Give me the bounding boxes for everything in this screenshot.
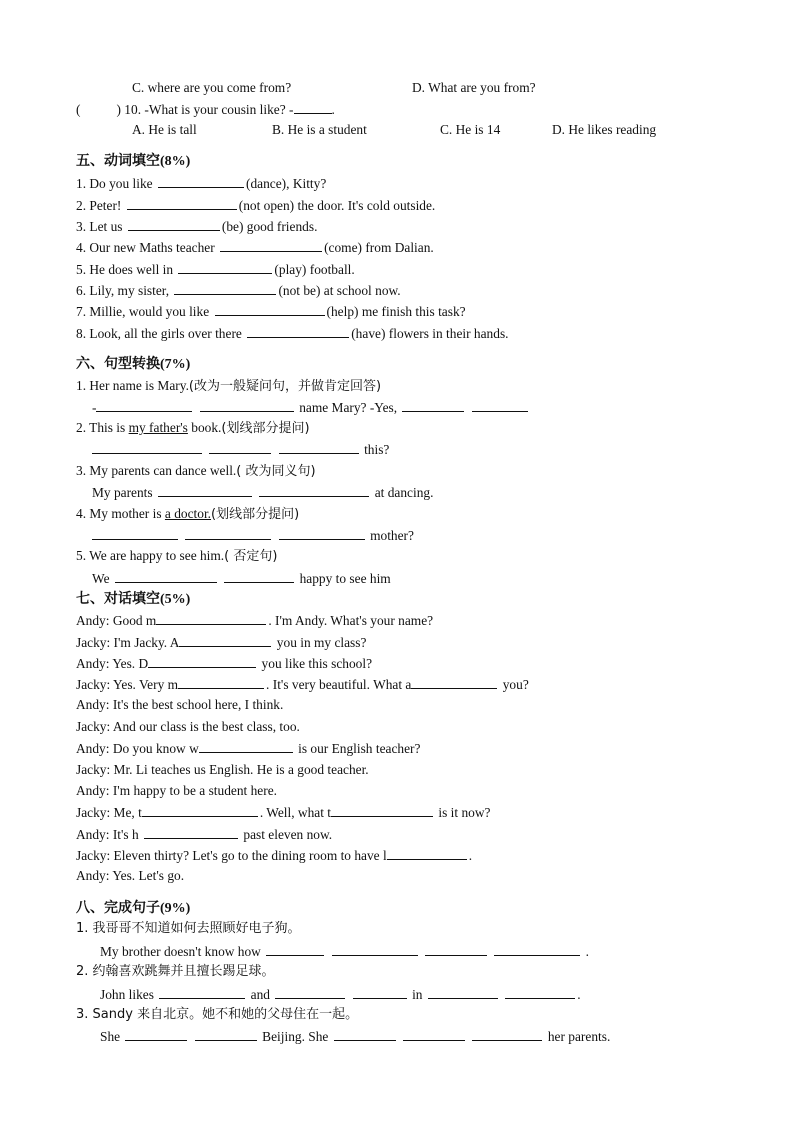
dialogue-blank-4[interactable] — [178, 676, 264, 689]
sec5-blank-5[interactable] — [178, 261, 272, 274]
q10-question: 10. -What is your cousin like? - — [124, 102, 294, 117]
sec8-q2-blank-1[interactable] — [159, 986, 245, 999]
dialogue-blank-7[interactable] — [142, 804, 258, 817]
q10-option-d: D. He likes reading — [552, 122, 657, 137]
dialogue-line-13: Andy: Yes. Let's go. — [76, 868, 185, 883]
q10-paren-close: ) — [116, 102, 121, 117]
sec6-q5-answer: We happy to see him — [92, 571, 391, 586]
dialogue-blank-9[interactable] — [144, 826, 238, 839]
dialogue-blank-5[interactable] — [411, 676, 497, 689]
sec8-q3-blank-2[interactable] — [195, 1028, 257, 1041]
sec5-blank-7[interactable] — [215, 303, 325, 316]
sec5-blank-4[interactable] — [220, 239, 322, 252]
dialogue-line-11: Andy: It's h past eleven now. — [76, 827, 333, 842]
dialogue-blank-1[interactable] — [156, 612, 266, 625]
sec5-item-4: 4. Our new Maths teacher (come) from Dalian. — [76, 240, 434, 255]
sec5-item-1: 1. Do you like (dance), Kitty? — [76, 176, 327, 191]
sec5-item-5: 5. He does well in (play) football. — [76, 262, 355, 277]
sec8-q2-chinese: 2. 约翰喜欢跳舞并且擅长踢足球。 — [76, 964, 275, 979]
sec8-q3-english: She Beijing. She her parents. — [100, 1029, 611, 1044]
underlined-phrase: a doctor. — [164, 506, 212, 521]
sec5-item-7: 7. Millie, would you like (help) me finish this task? — [76, 304, 466, 319]
sec6-q3-blank-2[interactable] — [259, 484, 369, 497]
dialogue-blank-3[interactable] — [148, 655, 256, 668]
sec8-q1-chinese: 1. 我哥哥不知道如何去照顾好电子狗。 — [76, 921, 301, 936]
dialogue-blank-6[interactable] — [199, 740, 293, 753]
q10-option-a: A. He is tall — [132, 122, 197, 137]
dialogue-blank-2[interactable] — [179, 634, 271, 647]
sec5-item-2: 2. Peter! (not open) the door. It's cold outside. — [76, 198, 436, 213]
sec6-q1-blank-4[interactable] — [472, 399, 528, 412]
sec8-q3-blank-3[interactable] — [334, 1028, 396, 1041]
section-7-heading: 七、对话填空(5%) — [76, 591, 191, 607]
dialogue-line-9: Andy: I'm happy to be a student here. — [76, 783, 277, 798]
dialogue-line-7: Andy: Do you know w is our English teacher? — [76, 741, 421, 756]
sec8-q3-blank-4[interactable] — [403, 1028, 465, 1041]
sec6-q3: 3. My parents can dance well.( 改为同义句) — [76, 463, 316, 479]
dialogue-blank-10[interactable] — [387, 847, 467, 860]
q10-paren-open: ( — [76, 102, 81, 117]
sec8-q2-blank-5[interactable] — [505, 986, 575, 999]
sec6-q3-answer: My parents at dancing. — [92, 485, 434, 500]
dialogue-line-4: Jacky: Yes. Very m . It's very beautiful. What a you? — [76, 677, 529, 692]
dialogue-line-3: Andy: Yes. D you like this school? — [76, 656, 373, 671]
sec5-blank-6[interactable] — [174, 282, 276, 295]
sec8-q3-chinese: 3. Sandy 来自北京。她不和她的父母住在一起。 — [76, 1007, 359, 1022]
sec6-q1-blank-3[interactable] — [402, 399, 464, 412]
sec6-q1: 1. Her name is Mary.(改为一般疑问句，并做肯定回答) — [76, 378, 382, 394]
sec6-q2-blank-2[interactable] — [209, 441, 271, 454]
sec5-blank-1[interactable] — [158, 175, 244, 188]
dialogue-line-12: Jacky: Eleven thirty? Let's go to the dining room to have l . — [76, 848, 473, 863]
sec6-q2: 2. This is my father's book.(划线部分提问) — [76, 420, 310, 436]
sec6-q2-blank-3[interactable] — [279, 441, 359, 454]
section-5-heading: 五、动词填空(8%) — [76, 153, 191, 169]
sec6-q4: 4. My mother is a doctor.(划线部分提问) — [76, 506, 300, 522]
sec5-item-3: 3. Let us (be) good friends. — [76, 219, 318, 234]
q10-option-c: C. He is 14 — [440, 122, 501, 137]
sec5-blank-3[interactable] — [128, 218, 220, 231]
sec6-q5: 5. We are happy to see him.( 否定句) — [76, 548, 278, 564]
section-6-heading: 六、句型转换(7%) — [76, 356, 191, 372]
q9-option-c: C. where are you come from? — [132, 80, 292, 95]
sec6-q2-answer: this? — [92, 441, 389, 458]
section-8-heading: 八、完成句子(9%) — [76, 900, 191, 916]
dialogue-line-5: Andy: It's the best school here, I think. — [76, 697, 284, 712]
sec5-blank-2[interactable] — [127, 197, 237, 210]
q10-blank[interactable] — [294, 101, 332, 114]
sec6-q2-blank-1[interactable] — [92, 441, 202, 454]
underlined-phrase: my father's — [128, 420, 188, 435]
dialogue-line-2: Jacky: I'm Jacky. A you in my class? — [76, 635, 367, 650]
dialogue-line-6: Jacky: And our class is the best class, too. — [76, 719, 300, 734]
sec5-item-8: 8. Look, all the girls over there (have) flowers in their hands. — [76, 326, 509, 341]
q10-option-b: B. He is a student — [272, 122, 367, 137]
sec8-q2-english: John likes and in . — [100, 987, 581, 1002]
q9-option-d: D. What are you from? — [412, 80, 536, 95]
sec6-q4-answer: mother? — [92, 527, 414, 544]
sec8-q1-blank-1[interactable] — [266, 943, 324, 956]
sec8-q3-blank-1[interactable] — [125, 1028, 187, 1041]
sec8-q2-blank-4[interactable] — [428, 986, 498, 999]
sec8-q2-blank-3[interactable] — [353, 986, 407, 999]
dialogue-line-8: Jacky: Mr. Li teaches us English. He is a good teacher. — [76, 762, 369, 777]
dialogue-line-10: Jacky: Me, t . Well, what t is it now? — [76, 805, 491, 820]
sec6-q4-blank-1[interactable] — [92, 527, 178, 540]
sec6-q4-blank-2[interactable] — [185, 527, 271, 540]
sec8-q1-english: My brother doesn't know how . — [100, 944, 590, 959]
sec6-q1-answer: - name Mary? -Yes, — [92, 399, 530, 416]
dialogue-blank-8[interactable] — [331, 804, 433, 817]
sec5-blank-8[interactable] — [247, 325, 349, 338]
sec5-item-6: 6. Lily, my sister, (not be) at school now. — [76, 283, 401, 298]
sec8-q1-blank-3[interactable] — [425, 943, 487, 956]
sec6-q4-blank-3[interactable] — [279, 527, 365, 540]
dialogue-line-1: Andy: Good m . I'm Andy. What's your name? — [76, 613, 434, 628]
sec6-q1-blank-1[interactable] — [96, 399, 192, 412]
sec8-q1-blank-2[interactable] — [332, 943, 418, 956]
sec8-q2-blank-2[interactable] — [275, 986, 345, 999]
sec8-q3-blank-5[interactable] — [472, 1028, 542, 1041]
sec6-q5-blank-1[interactable] — [115, 570, 217, 583]
q10-stem: ( ) 10. -What is your cousin like? - . — [76, 102, 335, 117]
sec6-q5-blank-2[interactable] — [224, 570, 294, 583]
sec8-q1-blank-4[interactable] — [494, 943, 580, 956]
sec6-q3-blank-1[interactable] — [158, 484, 252, 497]
sec6-q1-blank-2[interactable] — [200, 399, 294, 412]
